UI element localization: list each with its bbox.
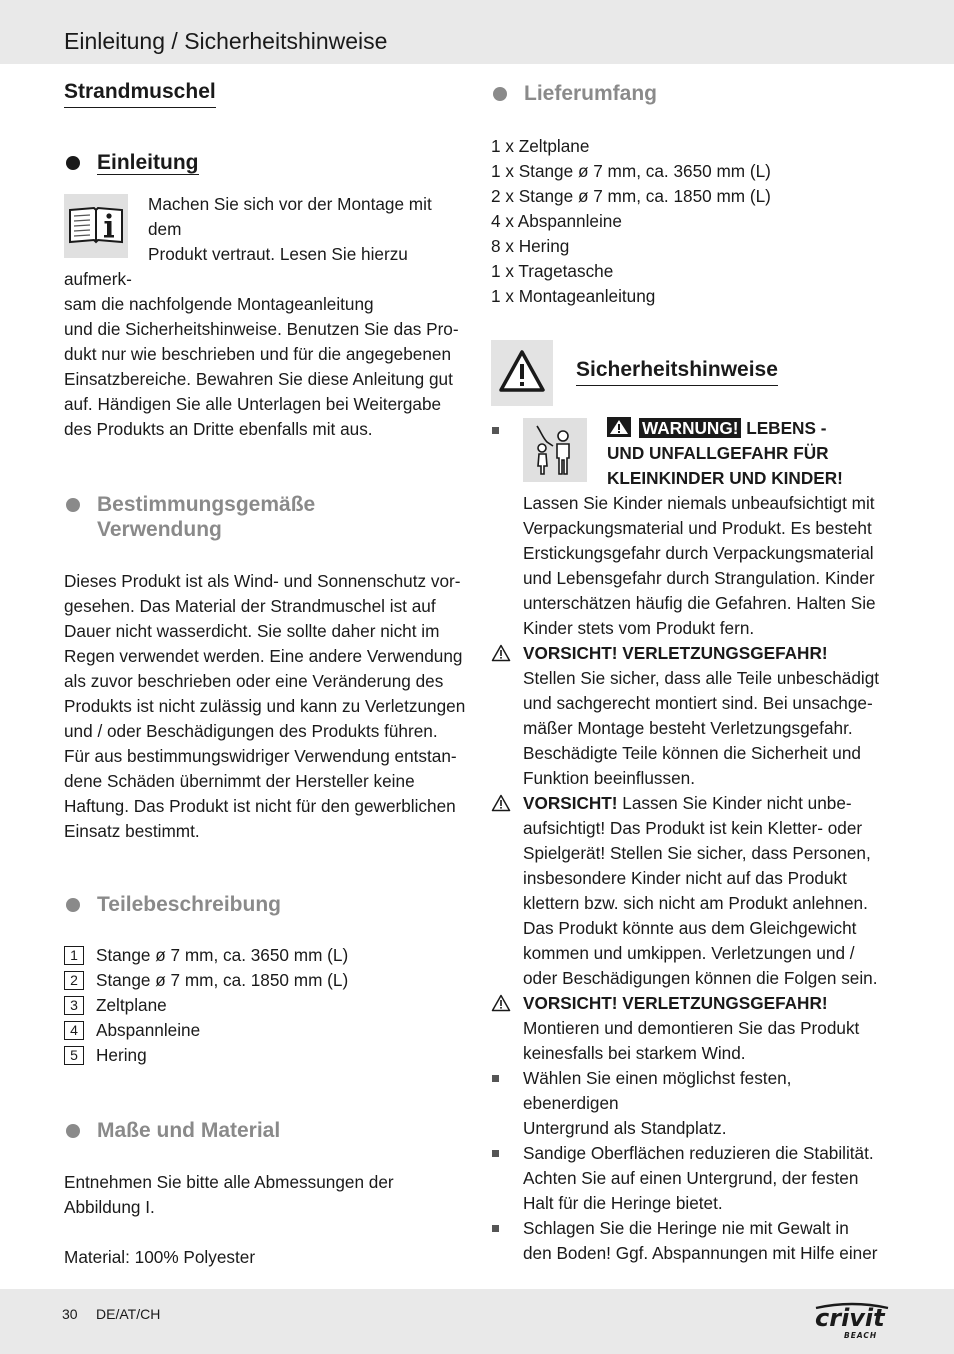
safety-heading: Sicherheitshinweise bbox=[576, 356, 778, 386]
usage-text bbox=[64, 569, 466, 844]
warning-line: unterschätzen häufig die Gefahren. Halten Sie bbox=[523, 593, 876, 613]
list-item: 3 Zeltplane bbox=[64, 993, 466, 1018]
small-warning-triangle-icon bbox=[607, 417, 631, 437]
caution-line: Stellen Sie sicher, dass alle Teile unbeschädigt bbox=[523, 668, 880, 688]
bullet-line: Sandige Oberflächen reduzieren die Stabilität. bbox=[523, 1143, 874, 1163]
list-item: 1 x Tragetasche bbox=[491, 261, 614, 281]
caution-line: oder Beschädigungen können die Folgen sein. bbox=[523, 968, 878, 988]
usage-line: Dieses Produkt ist als Wind- und Sonnenschutz vor- bbox=[64, 571, 461, 591]
page-title: Einleitung / Sicherheitshinweise bbox=[64, 28, 388, 54]
caution-line: Das Produkt könnte aus dem Gleichgewicht bbox=[523, 918, 857, 938]
warning-head: UND UNFALLGEFAHR FÜR bbox=[607, 443, 829, 463]
list-item bbox=[491, 1066, 891, 1141]
bullet-square bbox=[492, 427, 499, 434]
bullet-line: Schlagen Sie die Heringe nie mit Gewalt in bbox=[523, 1218, 849, 1238]
caution-item bbox=[491, 991, 891, 1066]
left-column bbox=[64, 78, 466, 1270]
caution-line: klettern bzw. sich nicht am Produkt anlehnen. bbox=[523, 893, 868, 913]
list-item: 4 Abspannleine bbox=[64, 1018, 466, 1043]
warning-text bbox=[491, 491, 891, 641]
intro-text-line: Machen Sie sich vor der Montage mit dem bbox=[148, 194, 432, 239]
bullet-line: Wählen Sie einen möglichst festen, ebenerdigen bbox=[523, 1068, 792, 1113]
usage-line: Einsatz bestimmt. bbox=[64, 821, 200, 841]
warning-badge: WARNUNG! bbox=[639, 418, 741, 438]
region-label: DE/AT/CH bbox=[96, 1306, 161, 1322]
bullet-square bbox=[492, 1150, 499, 1157]
intro-block bbox=[64, 192, 466, 442]
delivery-heading: Lieferumfang bbox=[491, 81, 891, 106]
crivit-logo bbox=[812, 1300, 892, 1344]
intro-text-line: sam die nachfolgende Montageanleitung bbox=[64, 294, 374, 314]
intro-text-line: Produkt vertraut. Lesen Sie hierzu aufmerk- bbox=[64, 244, 408, 289]
usage-line: Haftung. Das Produkt ist nicht für den gewerblichen bbox=[64, 796, 456, 816]
info-book-icon bbox=[64, 194, 128, 258]
caution-line: keinesfalls bei starkem Wind. bbox=[523, 1043, 746, 1063]
bullet-line: Untergrund als Standplatz. bbox=[523, 1118, 727, 1138]
caution-triangle-icon bbox=[491, 794, 511, 812]
list-item bbox=[491, 1216, 891, 1266]
dims-text: Abbildung I. bbox=[64, 1197, 155, 1217]
bullet-square bbox=[492, 1225, 499, 1232]
warning-line: Lassen Sie Kinder niemals unbeaufsichtigt mit bbox=[523, 493, 875, 513]
caution-item bbox=[491, 641, 891, 791]
warning-line: Verpackungsmaterial und Produkt. Es besteht bbox=[523, 518, 872, 538]
delivery-list bbox=[491, 134, 891, 309]
usage-line: gesehen. Das Material der Strandmuschel ist auf bbox=[64, 596, 436, 616]
material-text: Material: 100% Polyester bbox=[64, 1247, 256, 1267]
brand-sub-text: BEACH bbox=[844, 1331, 878, 1340]
usage-line: Produkts ist nicht zulässig und kann zu Verletzungen bbox=[64, 696, 466, 716]
page-number: 30 bbox=[62, 1306, 78, 1322]
list-item: 8 x Hering bbox=[491, 236, 570, 256]
caution-line: Funktion beeinflussen. bbox=[523, 768, 695, 788]
caution-line: Beschädigte Teile können die Sicherheit und bbox=[523, 743, 861, 763]
bullet-line: den Boden! Ggf. Abspannungen mit Hilfe einer bbox=[523, 1243, 878, 1263]
caution-line: aufsichtigt! Das Produkt ist kein Kletter- oder bbox=[523, 818, 863, 838]
brand-text: crivit bbox=[815, 1304, 885, 1332]
caution-line: mäßer Montage besteht Verletzungsgefahr. bbox=[523, 718, 853, 738]
list-item bbox=[491, 1141, 891, 1216]
caution-head: VORSICHT! bbox=[523, 793, 618, 813]
intro-text-line: Einsatzbereiche. Bewahren Sie diese Anleitung gut bbox=[64, 369, 453, 389]
list-item: 1 x Montageanleitung bbox=[491, 286, 656, 306]
warning-block-head bbox=[491, 416, 891, 491]
intro-text-line: dukt nur wie beschrieben und für die angegebenen bbox=[64, 344, 452, 364]
child-warning-icon bbox=[523, 418, 587, 482]
usage-line: als zuvor beschrieben oder eine Veränderung des bbox=[64, 671, 444, 691]
parts-list bbox=[64, 943, 466, 1068]
caution-triangle-icon bbox=[491, 994, 511, 1012]
usage-heading: Bestimmungsgemäße Verwendung bbox=[64, 492, 466, 542]
safety-header bbox=[491, 342, 891, 414]
warning-line: Kinder stets vom Produkt fern. bbox=[523, 618, 755, 638]
intro-text-line: und die Sicherheitshinweise. Benutzen Sie das Pro- bbox=[64, 319, 459, 339]
bullet-line: Halt für die Heringe bietet. bbox=[523, 1193, 723, 1213]
caution-line: und sachgerecht montiert sind. Bei unsachge- bbox=[523, 693, 873, 713]
list-item: 5 Hering bbox=[64, 1043, 466, 1068]
caution-head: VORSICHT! VERLETZUNGSGEFAHR! bbox=[523, 993, 828, 1013]
list-item: 1 Stange ø 7 mm, ca. 3650 mm (L) bbox=[64, 943, 466, 968]
bullet-line: Achten Sie auf einen Untergrund, der festen bbox=[523, 1168, 859, 1188]
right-column bbox=[491, 78, 891, 1266]
list-item: 1 x Stange ø 7 mm, ca. 3650 mm (L) bbox=[491, 161, 771, 181]
list-item: 1 x Zeltplane bbox=[491, 136, 590, 156]
usage-line: dene Schäden übernimmt der Hersteller keine bbox=[64, 771, 415, 791]
dims-text: Entnehmen Sie bitte alle Abmessungen der bbox=[64, 1172, 394, 1192]
intro-text-line: des Produkts an Dritte ebenfalls mit aus. bbox=[64, 419, 373, 439]
caution-item bbox=[491, 791, 891, 991]
parts-heading: Teilebeschreibung bbox=[64, 892, 466, 917]
warning-head: LEBENS - bbox=[746, 418, 827, 438]
caution-line: insbesondere Kinder nicht auf das Produkt bbox=[523, 868, 847, 888]
usage-line: und / oder Beschädigungen des Produkts führen. bbox=[64, 721, 438, 741]
list-item: 2 x Stange ø 7 mm, ca. 1850 mm (L) bbox=[491, 186, 771, 206]
page-header bbox=[0, 0, 954, 64]
bullet-square bbox=[492, 1075, 499, 1082]
usage-line: Regen verwendet werden. Eine andere Verwendung bbox=[64, 646, 463, 666]
list-item: 4 x Abspannleine bbox=[491, 211, 622, 231]
warning-head: KLEINKINDER UND KINDER! bbox=[607, 468, 843, 488]
intro-text-line: auf. Händigen Sie alle Unterlagen bei Weitergabe bbox=[64, 394, 442, 414]
product-title: Strandmuschel bbox=[64, 78, 216, 108]
warning-triangle-icon bbox=[491, 340, 553, 406]
caution-line: Lassen Sie Kinder nicht unbe- bbox=[617, 793, 852, 813]
dims-heading: Maße und Material bbox=[64, 1118, 466, 1143]
caution-line: Montieren und demontieren Sie das Produkt bbox=[523, 1018, 860, 1038]
usage-line: Für aus bestimmungswidriger Verwendung entstan- bbox=[64, 746, 457, 766]
caution-triangle-icon bbox=[491, 644, 511, 662]
caution-line: kommen und umkippen. Verletzungen und / bbox=[523, 943, 855, 963]
warning-line: und Lebensgefahr durch Strangulation. Kinder bbox=[523, 568, 875, 588]
warning-line: Erstickungsgefahr durch Verpackungsmaterial bbox=[523, 543, 874, 563]
usage-line: Dauer nicht wasserdicht. Sie sollte daher nicht im bbox=[64, 621, 440, 641]
list-item: 2 Stange ø 7 mm, ca. 1850 mm (L) bbox=[64, 968, 466, 993]
caution-line: Spielgerät! Stellen Sie sicher, dass Personen, bbox=[523, 843, 871, 863]
caution-head: VORSICHT! VERLETZUNGSGEFAHR! bbox=[523, 643, 828, 663]
intro-heading: Einleitung bbox=[64, 150, 466, 175]
